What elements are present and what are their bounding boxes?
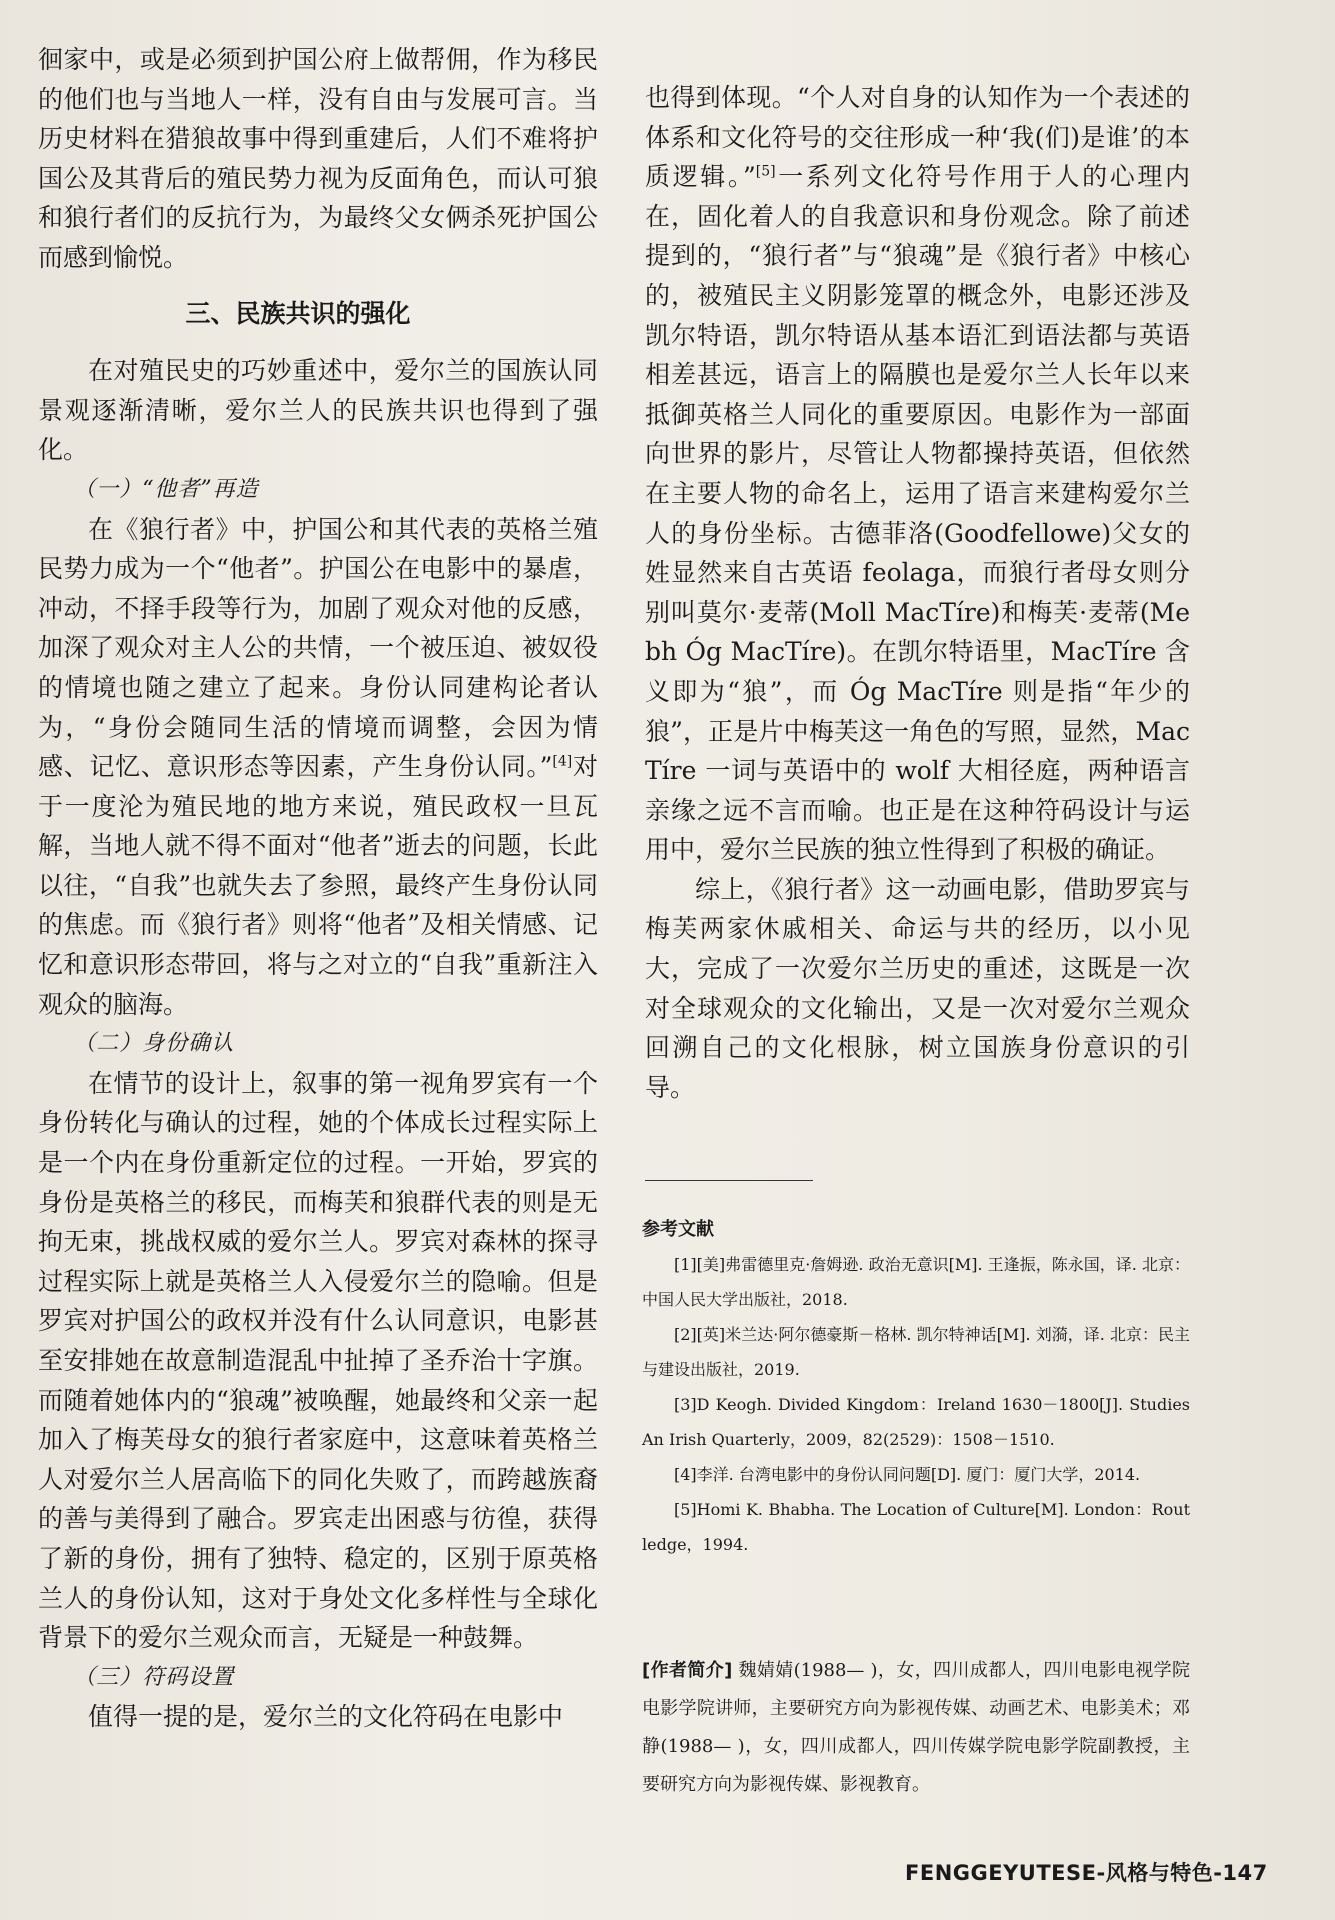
paragraph-section-intro: 在对殖民史的巧妙重述中，爱尔兰的国族认同景观逐渐清晰，爱尔兰人的民族共识也得到了强化。 <box>38 356 598 465</box>
references-title: 参考文献 <box>642 1219 714 1240</box>
paragraph-identity: 在情节的设计上，叙事的第一视角罗宾有一个身份转化与确认的过程，她的个体成长过程实际上是一个内在身份重新定位的过程。一开始，罗宾的身份是英格兰的移民，而梅芙和狼群代表的则是无拘无束，挑战权威的爱尔兰人。罗宾对森林的探寻过程实际上就是英格兰人入侵爱尔兰的隐喻。但是罗宾对护国公的政权并没有什么认同意识，电影甚至安排她在故意制造混乱中扯掉了圣乔治十字旗。而随着她体内的“狼魂”被唤醒，她最终和父亲一起加入了梅芙母女的狼行者家庭中，这意味着英格兰人对爱尔兰人居高临下的同化失败了，而跨越族裔的善与美得到了融合。罗宾走出困惑与彷徨，获得了新的身份，拥有了独特、稳定的，区别于原英格兰人的身份认知，这对于身处文化多样性与全球化背景下的爱尔兰观众而言，无疑是一种鼓舞。 <box>38 1068 598 1653</box>
author-info <box>642 1652 1190 1804</box>
subsection-title-identity: （二）身份确认 <box>73 1031 235 1057</box>
page-footer: FENGGEYUTESE-风格与特色-147 <box>905 1861 1268 1885</box>
paragraph-intro: 徊家中，或是必须到护国公府上做帮佣，作为移民的他们也与当地人一样，没有自由与发展可言。当历史材料在猎狼故事中得到重建后，人们不难将护国公及其背后的殖民势力视为反面角色，而认可狼和狼行者们的反抗行为，为最终父女俩杀死护国公而感到愉悦。 <box>38 45 598 272</box>
paragraph-codes-cont <box>645 78 1190 870</box>
reference-item: [4]李洋. 台湾电影中的身份认同问题[D]. 厦门：厦门大学，2014. <box>674 1465 1141 1484</box>
reference-item: [1][美]弗雷德里克·詹姆逊. 政治无意识[M]. 王逢振，陈永国，译. 北京：中国人民大学出版社，2018. <box>642 1255 1190 1309</box>
reference-item: [3]D Keogh. Divided Kingdom：Ireland 1630－1800[J]. Studies An Irish Quarterly，2009，82(2529)：1508－1510. <box>642 1395 1190 1449</box>
reference-item: [5]Homi K. Bhabha. The Location of Culture[M]. London：Routledge，1994. <box>642 1500 1190 1554</box>
citation-5: [5] <box>755 163 776 180</box>
paragraph-codes-text-a: 也得到体现。“个人对自身的认知作为一个表述的体系和文化符号的交往形成一种‘我(们)是谁’的本质逻辑。” <box>645 83 1190 192</box>
subsection-title-codes: （三）符码设置 <box>73 1664 235 1690</box>
reference-item: [2][英]米兰达·阿尔德豪斯－格林. 凯尔特神话[M]. 刘漪，译. 北京：民主与建设出版社，2019. <box>642 1325 1190 1379</box>
author-info-label: [作者简介] <box>642 1660 733 1681</box>
paragraph-other <box>38 510 598 1025</box>
left-column <box>38 40 598 1737</box>
paragraph-conclusion: 综上，《狼行者》这一动画电影，借助罗宾与梅芙两家休戚相关、命运与共的经历，以小见大，完成了一次爱尔兰历史的重述，这既是一次对全球观众的文化输出，又是一次对爱尔兰观众回溯自己的文化根脉，树立国族身份意识的引导。 <box>645 874 1190 1102</box>
section-title: 三、民族共识的强化 <box>185 298 411 328</box>
references-section <box>642 1212 1190 1562</box>
references-divider <box>645 1180 813 1181</box>
right-column <box>645 78 1190 1107</box>
citation-4: [4] <box>552 753 573 770</box>
paragraph-other-text: 在《狼行者》中，护国公和其代表的英格兰殖民势力成为一个“他者”。护国公在电影中的暴虐，冲动，不择手段等行为，加剧了观众对他的反感，加深了观众对主人公的共情，一个被压迫、被奴役的情境也随之建立了起来。身份认同建构论者认为，“身份会随同生活的情境而调整，会因为情感、记忆、意识形态等因素，产生身份认同。” <box>38 514 598 782</box>
paragraph-codes-text-b: 一系列文化符号作用于人的心理内在，固化着人的自我意识和身份观念。除了前述提到的，“狼行者”与“狼魂”是《狼行者》中核心的，被殖民主义阴影笼罩的概念外，电影还涉及凯尔特语，凯尔特语从基本语汇到语法都与英语相差甚远，语言上的隔膜也是爱尔兰人长年以来抵御英格兰人同化的重要原因。电影作为一部面向世界的影片，尽管让人物都操持英语，但依然在主要人物的命名上，运用了语言来建构爱尔兰人的身份坐标。古德菲洛(Goodfellowe)父女的姓显然来自古英语 feolaga，而狼行者母女则分别叫莫尔·麦蒂(Moll MacTíre)和梅芙·麦蒂(Mebh Óg MacTíre)。在凯尔特语里，MacTíre 含义即为“狼”，而 Óg MacTíre 则是指“年少的狼”，正是片中梅芙这一角色的写照，显然，MacTíre 一词与英语中的 wolf 大相径庭，两种语言亲缘之远不言而喻。也正是在这种符码设计与运用中，爱尔兰民族的独立性得到了积极的确证。 <box>645 162 1190 865</box>
subsection-title-other: （一）“他者”再造 <box>73 476 259 502</box>
paragraph-codes-start: 值得一提的是，爱尔兰的文化符码在电影中 <box>88 1702 564 1732</box>
paragraph-other-cont: 对于一度沦为殖民地的地方来说，殖民政权一旦瓦解，当地人就不得不面对“他者”逝去的问题，长此以往，“自我”也就失去了参照，最终产生身份认同的焦虑。而《狼行者》则将“他者”及相关情感、记忆和意识形态带回，将与之对立的“自我”重新注入观众的脑海。 <box>38 752 598 1019</box>
author-info-text: 魏婧婧(1988— )，女，四川成都人，四川电影电视学院电影学院讲师，主要研究方向为影视传媒、动画艺术、电影美术；邓静(1988— )，女，四川成都人，四川传媒学院电影学院副教授，主要研究方向为影视传媒、影视教育。 <box>642 1660 1191 1795</box>
